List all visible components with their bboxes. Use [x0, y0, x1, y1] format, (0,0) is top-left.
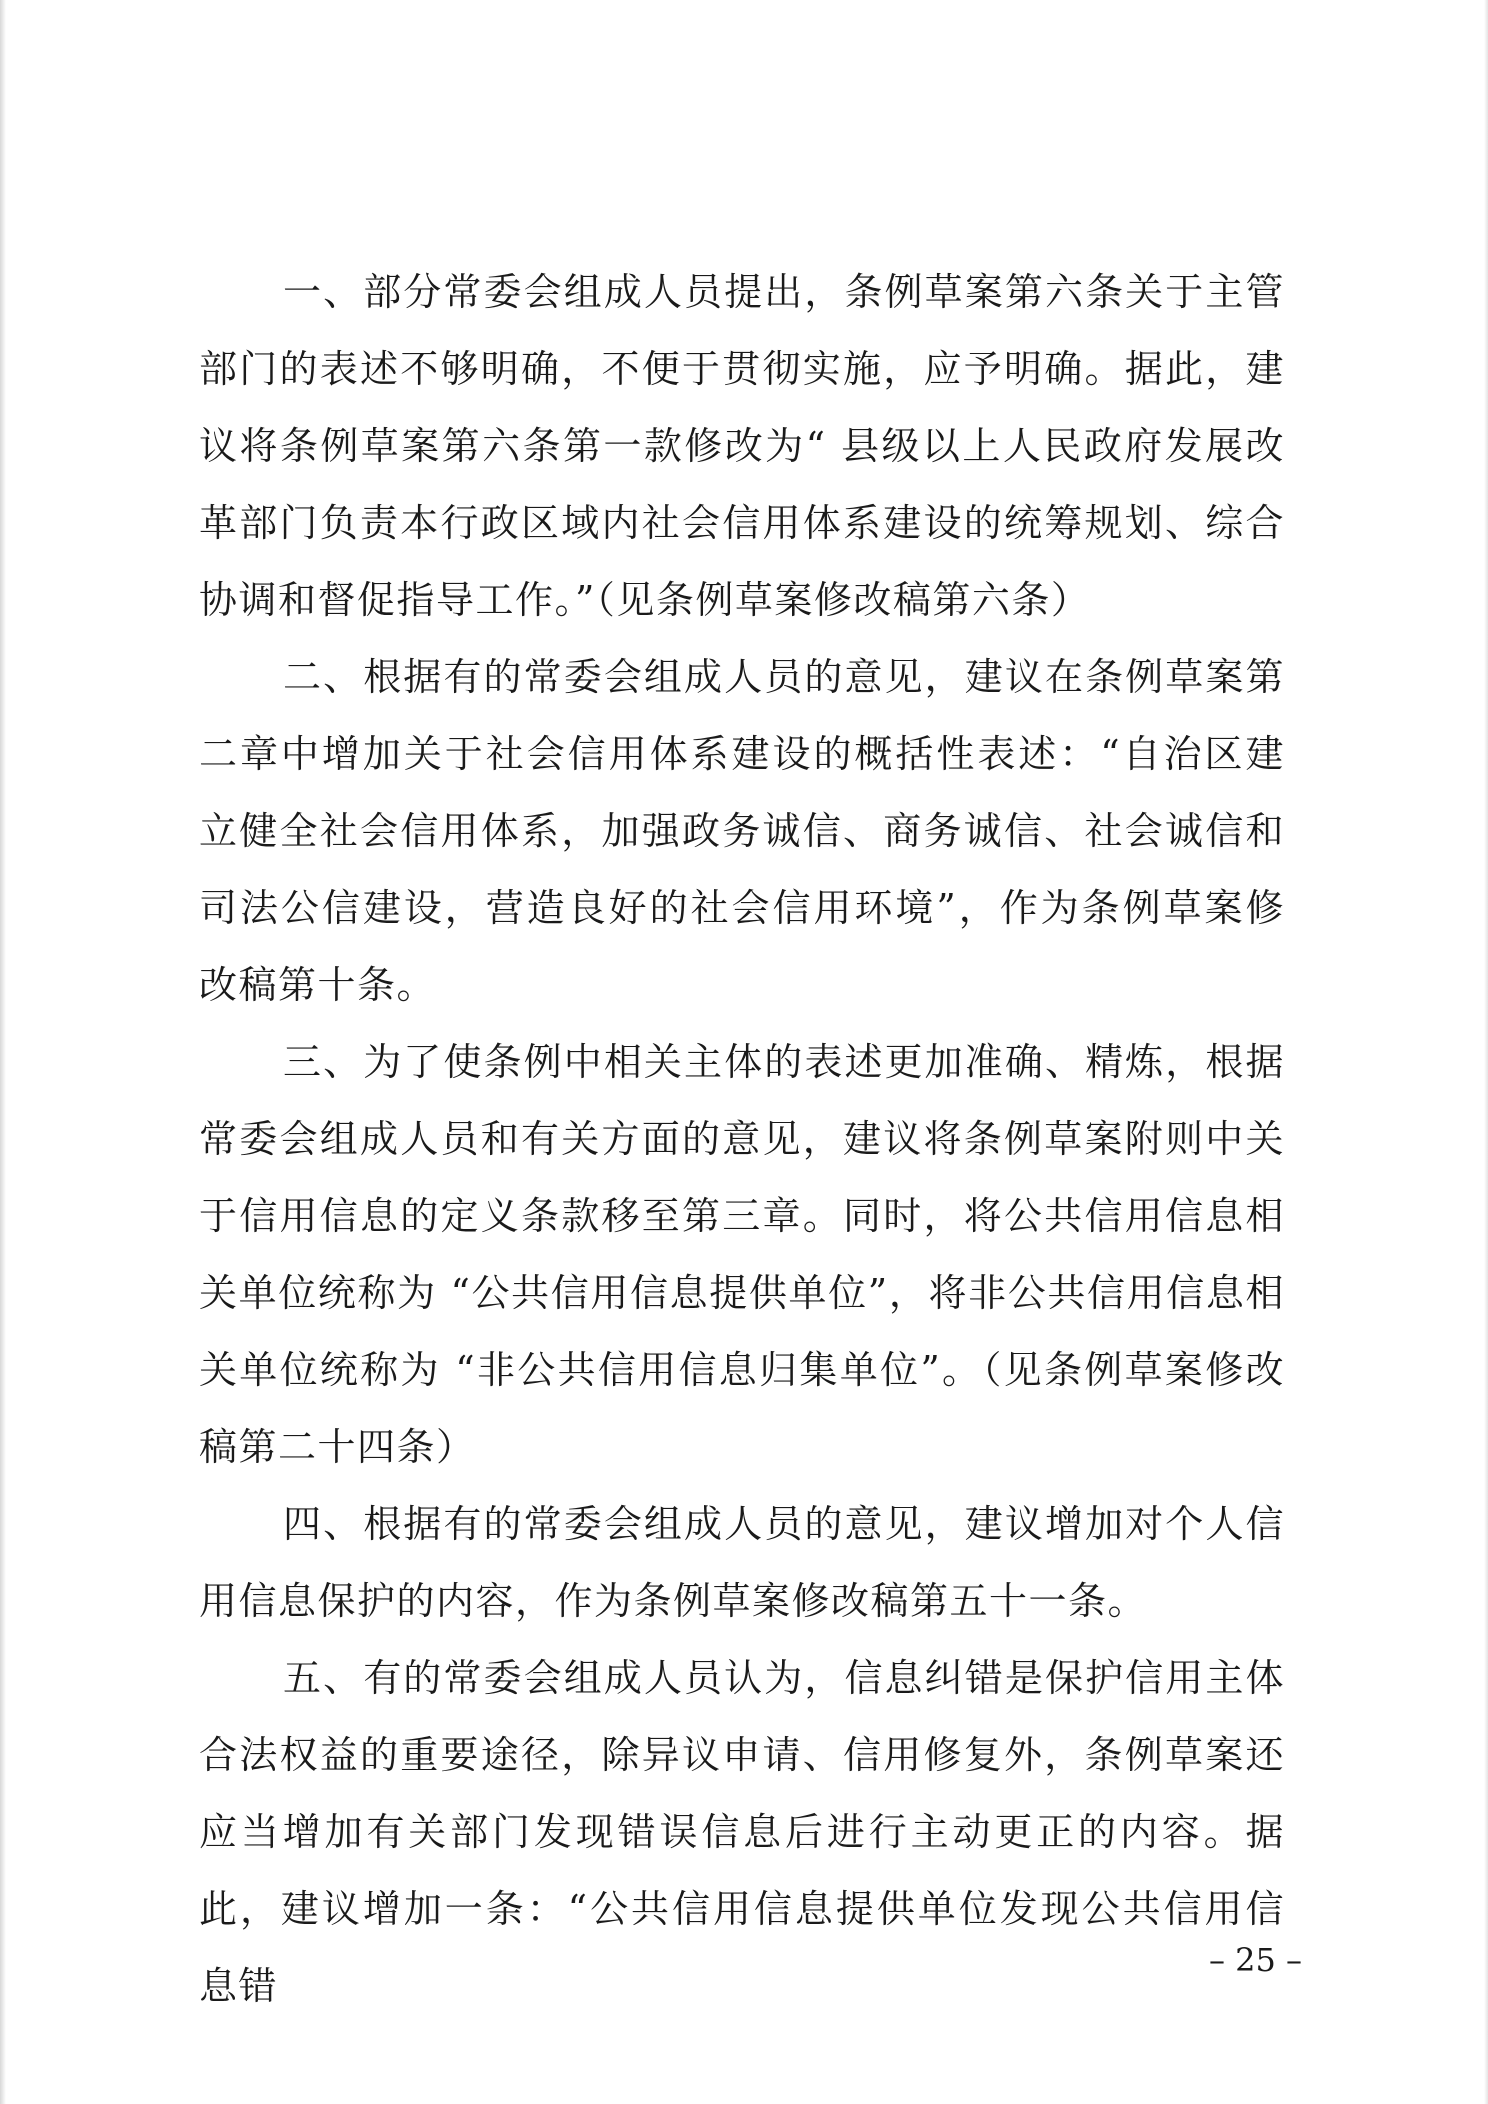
paragraph-2: 二、根据有的常委会组成人员的意见，建议在条例草案第二章中增加关于社会信用体系建设的概括性表述：“自治区建立健全社会信用体系，加强政务诚信、商务诚信、社会诚信和司法公信建设，营造良好的社会信用环境”，作为条例草案修改稿第十条。 [199, 655, 1285, 1007]
document-body [199, 254, 1285, 2025]
scan-left-edge [0, 0, 6, 2104]
paragraph-3: 三、为了使条例中相关主体的表述更加准确、精炼，根据常委会组成人员和有关方面的意见，建议将条例草案附则中关于信用信息的定义条款移至第三章。同时，将公共信用信息相关单位统称为 “公共信用信息提供单位”，将非公共信用信息相关单位统称为 “非公共信用信息归集单位”。（见条例草案修改稿第二十四条） [199, 1040, 1285, 1469]
page-number: – 25 – [1208, 1941, 1302, 1979]
paragraph-1: 一、部分常委会组成人员提出，条例草案第六条关于主管部门的表述不够明确，不便于贯彻实施，应予明确。据此，建议将条例草案第六条第一款修改为“ 县级以上人民政府发展改革部门负责本行政区域内社会信用体系建设的统筹规划、综合协调和督促指导工作。”（见条例草案修改稿第六条） [199, 270, 1285, 622]
paragraph-4: 四、根据有的常委会组成人员的意见，建议增加对个人信用信息保护的内容，作为条例草案修改稿第五十一条。 [199, 1502, 1285, 1623]
paragraph-5: 五、有的常委会组成人员认为，信息纠错是保护信用主体合法权益的重要途径，除异议申请、信用修复外，条例草案还应当增加有关部门发现错误信息后进行主动更正的内容。据此，建议增加一条：“公共信用信息提供单位发现公共信用信息错 [199, 1656, 1285, 2008]
scan-right-edge [1484, 0, 1488, 2104]
